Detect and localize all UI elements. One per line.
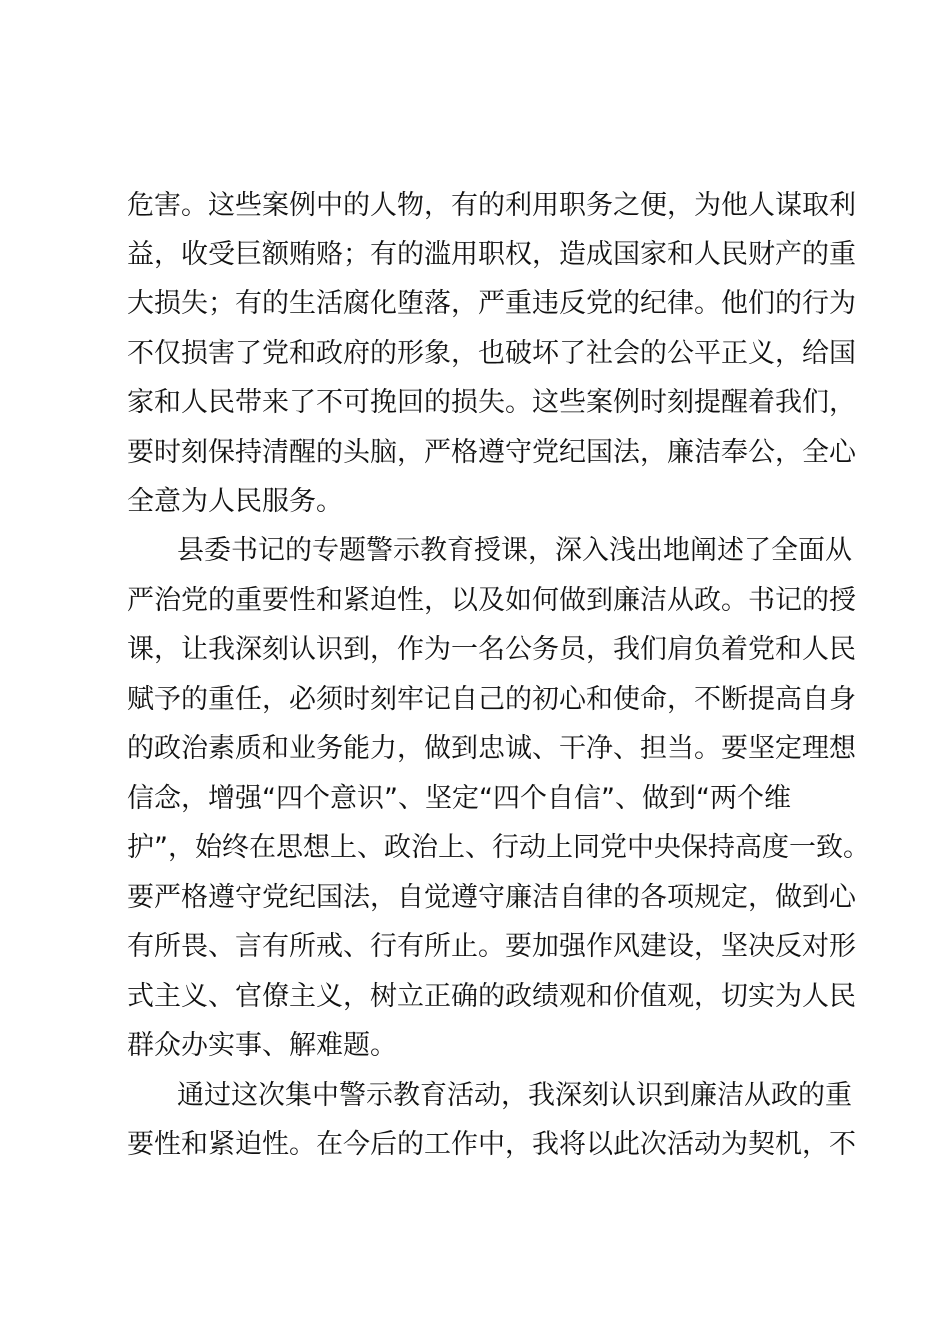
- text-line: 课，让我深刻认识到，作为一名公务员，我们肩负着党和人民: [127, 634, 856, 665]
- text-line: 有所畏、言有所戒、行有所止。要加强作风建设，坚决反对形: [127, 931, 856, 962]
- text-line: 危害。这些案例中的人物，有的利用职务之便，为他人谋取利: [127, 190, 856, 221]
- text-line: 要性和紧迫性。在今后的工作中，我将以此次活动为契机，不: [127, 1129, 856, 1160]
- text-line: 不仅损害了党和政府的形象，也破坏了社会的公平正义，给国: [127, 338, 856, 369]
- text-line: 信念，增强“四个意识”、坚定“四个自信”、做到“两个维: [127, 783, 791, 814]
- text-line: 严治党的重要性和紧迫性，以及如何做到廉洁从政。书记的授: [127, 585, 856, 616]
- paragraph-start-line: 县委书记的专题警示教育授课，深入浅出地阐述了全面从: [177, 535, 852, 566]
- text-line: 赋予的重任，必须时刻牢记自己的初心和使命，不断提高自身: [127, 684, 856, 715]
- text-line: 益，收受巨额贿赂；有的滥用职权，造成国家和人民财产的重: [127, 239, 856, 270]
- text-line: 要严格遵守党纪国法，自觉遵守廉洁自律的各项规定，做到心: [127, 882, 856, 913]
- text-line: 的政治素质和业务能力，做到忠诚、干净、担当。要坚定理想: [127, 733, 856, 764]
- text-line: 家和人民带来了不可挽回的损失。这些案例时刻提醒着我们，: [127, 387, 856, 418]
- text-line: 大损失；有的生活腐化堕落，严重违反党的纪律。他们的行为: [127, 288, 856, 319]
- text-line: 护”，始终在思想上、政治上、行动上同党中央保持高度一致。: [127, 832, 870, 863]
- text-line: 式主义、官僚主义，树立正确的政绩观和价值观，切实为人民: [127, 981, 856, 1012]
- text-line: 全意为人民服务。: [127, 486, 343, 517]
- text-line: 群众办实事、解难题。: [127, 1030, 397, 1061]
- text-line: 要时刻保持清醒的头脑，严格遵守党纪国法，廉洁奉公，全心: [127, 437, 856, 468]
- paragraph-start-line: 通过这次集中警示教育活动，我深刻认识到廉洁从政的重: [177, 1080, 852, 1111]
